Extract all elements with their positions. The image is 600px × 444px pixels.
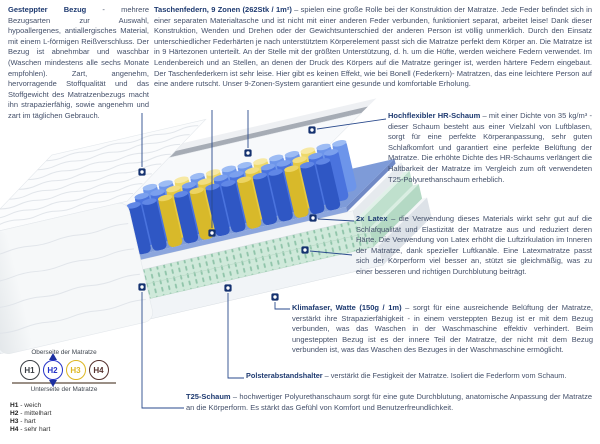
heading-climate-fiber: Klimafaser, Watte (150g / 1m) (292, 303, 402, 312)
body-latex: – die Verwendung dieses Materials wirkt sehr gut auf die Schlafqualität und Elastizität der Matratze aus und reduziert deren Härte. Die Verwendung von Latex erhöht die Luftzirkulation im Inneren der Matratze, dank spezieller Luftkanäle. Eine Latexmatratze passt sich der Körperform viel besser an, stützt sie gleichmäßig, was zu einer besseren und richtigen Durchblutung beiträgt. (356, 214, 592, 276)
hardness-circle-h4: H4 (89, 360, 109, 380)
heading-hr-foam: Hochflexibler HR-Schaum (388, 111, 481, 120)
marker-cover (138, 168, 145, 175)
hardness-circle-h1: H1 (20, 360, 40, 380)
description-t25-foam (186, 392, 592, 413)
body-pocket-springs: – spielen eine große Rolle bei der Konstruktion der Matratze. Jede Feder befindet sich in einer separaten Materialtasche und ist nicht mit einer anderen Feder verbunden, funktioniert separat, arbeitet leise! Dank dieser Konstruktion, Wenden und Drehen oder der Gewichtsunterschied der anderen Person ist völlig unmerklich. Durch den Einsatz unterschiedlicher Federhärten je nach unterstütztem Körperelement passt sich die Matratze perfekt dem Körper an. Die Matratze ist in 9 Härtezonen unterteilt. An der Stelle mit der größten Unterstützung, d. h. um die Hüfte, werden weichere Federn verwendet. Im Lendenbereich und an Stellen, an denen der Druck des Körpers auf die Matratze geringer ist, werden härtere Federn eingebaut. Der Taschenfederkern ist sehr leise. Hier gibt es keinen Effekt, wie bei Bonell (Federkern)- Matratzen, das eine leichtere Person auf eine andere rutscht. Unser 9-Zonen-System garantiert eine gesunde und komfortable Erholung. (154, 5, 592, 89)
description-pocket-springs (154, 5, 592, 90)
marker-springs (208, 229, 215, 236)
body-hr-foam: – mit einer Dichte von 35 kg/m³ - dieser Schaum besteht aus einer Vielzahl von Luftblasen, sorgt für eine perfekte Körperanpassung, sehr guten Schlafkomfort und garantiert eine perfekte Belüftung der Matratze. Die erhöhte Dichte des HR-Schaums verlängert die Haltbarkeit der Matratze im Vergleich zum oft verwendeten T25-Polyurethanschaum erheblich. (388, 111, 592, 184)
hardness-scale (12, 360, 116, 380)
description-quilted-cover (8, 5, 149, 122)
hardness-list-item-h2: H2 - mittelhart (10, 409, 52, 417)
heading-latex: 2x Latex (356, 214, 388, 223)
heading-spacer: Polsterabstandshalter (246, 371, 323, 380)
body-climate-fiber: – sorgt für eine ausreichende Belüftung der Matratze, verstärkt ihre Strapazierfähigkeit - in einem versteppten Bezug ist er mit dem Bezug verbunden, was das Waschen in der Waschmaschine effektiv verhindert. Beim ungesteppten Bezug ist es der innere Teil der Matratze, der nicht mit dem Bezug verbunden ist, was das Waschen des Bezuges in der Waschmaschine ermöglicht. (292, 303, 593, 355)
marker-latex-upper (309, 214, 316, 221)
marker-springs-top (244, 149, 251, 156)
marker-climate-fiber (271, 293, 278, 300)
marker-t25 (138, 283, 145, 290)
marker-hr-foam (308, 126, 315, 133)
description-climate-fiber (292, 303, 593, 356)
legend-bottom-label: Unterseite der Matratze (30, 385, 98, 393)
marker-spacer (224, 284, 231, 291)
body-quilted-cover: - mehrere Bezugsarten zur Auswahl, hypoallergenes, antiallergisches Material, mit einem L-förmigen Reißverschluss. Der Bezug ist abnehmbar und waschbar (Waschen mindestens alle sechs Monate empfohlen). Zart, angenehm, hervorragende Stoffqualität und das Stoffgewicht des Matratzenbezugs macht ihn strapazierfähig, sowie angenehm und zart im täglichen Gebrauch. (8, 5, 150, 120)
description-hr-foam (388, 111, 592, 185)
hardness-list-item-h1: H1 - weich (10, 401, 42, 409)
hardness-circle-h3: H3 (66, 360, 86, 380)
hardness-list-item-h3: H3 - hart (10, 418, 36, 426)
selected-hardness-arrow-down (49, 380, 57, 387)
selected-hardness-arrow-up (49, 353, 57, 360)
hardness-list-item-h4: H4 - sehr hart (10, 426, 51, 434)
heading-t25-foam: T25-Schaum (186, 392, 231, 401)
legend-top-label: Oberseite der Matratze (31, 349, 97, 356)
legend-axis-line (12, 382, 116, 384)
description-spacer (246, 371, 596, 382)
body-t25-foam: – hochwertiger Polyurethanschaum sorgt für eine gute Durchblutung, anatomische Anpassung der Matratze an die Körperform. Es stärkt das Gefühl von Komfort und Benutzerfreundlichkeit. (186, 392, 592, 412)
hardness-legend (6, 349, 126, 435)
marker-latex-lower (301, 246, 308, 253)
heading-quilted-cover: Gesteppter Bezug (8, 5, 87, 14)
heading-pocket-springs: Taschenfedern, 9 Zonen (262Stk / 1m²) (154, 5, 292, 14)
description-latex (356, 214, 592, 278)
hardness-list (10, 402, 126, 435)
hardness-circle-h2: H2 (43, 360, 63, 380)
body-spacer: – verstärkt die Festigkeit der Matratze. Isoliert die Federform vom Schaum. (322, 371, 567, 380)
